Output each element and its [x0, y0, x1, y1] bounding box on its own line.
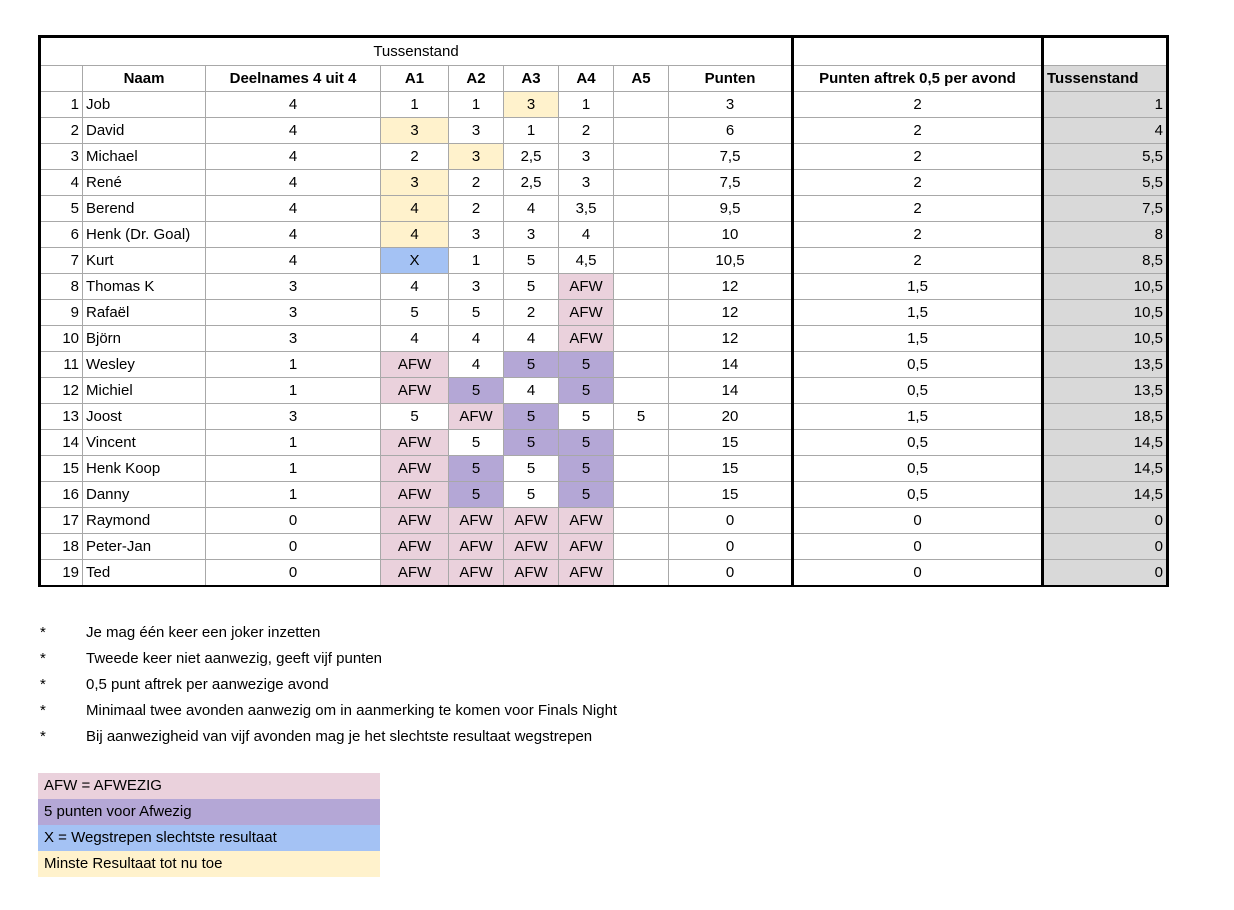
- cell-a3: 5: [504, 352, 559, 378]
- cell-a4: 2: [559, 118, 614, 144]
- cell-rank: 1: [40, 92, 83, 118]
- cell-punten: 7,5: [669, 144, 793, 170]
- cell-aftrek: 2: [793, 118, 1043, 144]
- cell-deelnames: 4: [206, 170, 381, 196]
- cell-a5: [614, 378, 669, 404]
- empty-title-cell: [1043, 37, 1168, 66]
- cell-naam: David: [83, 118, 206, 144]
- cell-rank: 6: [40, 222, 83, 248]
- table-row: [40, 430, 1168, 456]
- cell-punten: 0: [669, 560, 793, 587]
- cell-punten: 0: [669, 534, 793, 560]
- cell-punten: 3: [669, 92, 793, 118]
- cell-a3: 4: [504, 196, 559, 222]
- cell-a1: 4: [381, 326, 449, 352]
- cell-rank: 16: [40, 482, 83, 508]
- cell-rank: 12: [40, 378, 83, 404]
- table-row: [40, 378, 1168, 404]
- cell-deelnames: 3: [206, 300, 381, 326]
- color-legend: [38, 773, 380, 877]
- cell-tussenstand: 0: [1043, 534, 1168, 560]
- table-row: [40, 170, 1168, 196]
- cell-a3: 2,5: [504, 170, 559, 196]
- cell-a4: 4,5: [559, 248, 614, 274]
- legend-five-points: 5 punten voor Afwezig: [38, 799, 380, 825]
- cell-a2: 5: [449, 482, 504, 508]
- cell-a1: 5: [381, 300, 449, 326]
- rules-notes: [40, 620, 617, 750]
- cell-tussenstand: 8,5: [1043, 248, 1168, 274]
- cell-a3: 5: [504, 274, 559, 300]
- cell-a3: 4: [504, 326, 559, 352]
- table-title: Tussenstand: [40, 37, 793, 66]
- cell-deelnames: 0: [206, 534, 381, 560]
- cell-naam: Ted: [83, 560, 206, 587]
- cell-a1: AFW: [381, 456, 449, 482]
- table-row: [40, 404, 1168, 430]
- cell-naam: Vincent: [83, 430, 206, 456]
- header-naam: Naam: [83, 66, 206, 92]
- cell-a4: AFW: [559, 300, 614, 326]
- table-row: [40, 560, 1168, 587]
- cell-a4: 5: [559, 378, 614, 404]
- cell-a5: [614, 300, 669, 326]
- cell-rank: 8: [40, 274, 83, 300]
- cell-a1: 4: [381, 196, 449, 222]
- note-item: [40, 646, 617, 672]
- cell-a4: AFW: [559, 560, 614, 587]
- cell-a3: 4: [504, 378, 559, 404]
- cell-deelnames: 3: [206, 404, 381, 430]
- cell-rank: 3: [40, 144, 83, 170]
- cell-aftrek: 2: [793, 222, 1043, 248]
- cell-a1: AFW: [381, 534, 449, 560]
- cell-tussenstand: 5,5: [1043, 144, 1168, 170]
- cell-a1: AFW: [381, 378, 449, 404]
- cell-naam: Henk Koop: [83, 456, 206, 482]
- cell-punten: 20: [669, 404, 793, 430]
- cell-a5: [614, 222, 669, 248]
- cell-a2: 2: [449, 170, 504, 196]
- cell-aftrek: 2: [793, 144, 1043, 170]
- note-item: [40, 698, 617, 724]
- note-text: Minimaal twee avonden aanwezig om in aanmerking te komen voor Finals Night: [86, 702, 618, 719]
- cell-a4: AFW: [559, 508, 614, 534]
- cell-a1: 3: [381, 170, 449, 196]
- cell-rank: 10: [40, 326, 83, 352]
- note-item: [40, 672, 617, 698]
- cell-naam: René: [83, 170, 206, 196]
- cell-aftrek: 0,5: [793, 430, 1043, 456]
- cell-deelnames: 4: [206, 248, 381, 274]
- cell-a4: 3: [559, 144, 614, 170]
- note-text: Je mag één keer een joker inzetten: [86, 624, 321, 641]
- bullet-star: *: [40, 650, 46, 667]
- cell-a3: 3: [504, 222, 559, 248]
- cell-deelnames: 1: [206, 352, 381, 378]
- bullet-star: *: [40, 702, 46, 719]
- cell-tussenstand: 18,5: [1043, 404, 1168, 430]
- cell-punten: 15: [669, 456, 793, 482]
- cell-a1: 2: [381, 144, 449, 170]
- cell-deelnames: 1: [206, 430, 381, 456]
- cell-tussenstand: 13,5: [1043, 378, 1168, 404]
- cell-tussenstand: 4: [1043, 118, 1168, 144]
- cell-a2: 2: [449, 196, 504, 222]
- cell-a5: [614, 482, 669, 508]
- note-text: Bij aanwezigheid van vijf avonden mag je het slechtste resultaat wegstrepen: [86, 728, 593, 745]
- cell-a2: 3: [449, 274, 504, 300]
- table-row: [40, 534, 1168, 560]
- cell-punten: 0: [669, 508, 793, 534]
- cell-a5: [614, 534, 669, 560]
- header-a3: A3: [504, 66, 559, 92]
- cell-tussenstand: 14,5: [1043, 456, 1168, 482]
- note-text: Tweede keer niet aanwezig, geeft vijf punten: [86, 650, 383, 667]
- cell-tussenstand: 0: [1043, 560, 1168, 587]
- cell-a5: [614, 560, 669, 587]
- cell-a2: AFW: [449, 560, 504, 587]
- cell-a1: 1: [381, 92, 449, 118]
- header-row: [40, 66, 1168, 92]
- cell-a3: AFW: [504, 534, 559, 560]
- cell-a4: 5: [559, 352, 614, 378]
- cell-a4: 4: [559, 222, 614, 248]
- cell-rank: 4: [40, 170, 83, 196]
- cell-rank: 18: [40, 534, 83, 560]
- cell-rank: 19: [40, 560, 83, 587]
- cell-deelnames: 0: [206, 508, 381, 534]
- header-a5: A5: [614, 66, 669, 92]
- cell-naam: Rafaël: [83, 300, 206, 326]
- cell-aftrek: 0,5: [793, 352, 1043, 378]
- cell-a2: 3: [449, 118, 504, 144]
- table-row: [40, 118, 1168, 144]
- header-a1: A1: [381, 66, 449, 92]
- cell-deelnames: 3: [206, 274, 381, 300]
- cell-a4: 5: [559, 430, 614, 456]
- cell-a4: 3: [559, 170, 614, 196]
- cell-aftrek: 2: [793, 248, 1043, 274]
- cell-a2: AFW: [449, 534, 504, 560]
- cell-a1: X: [381, 248, 449, 274]
- cell-a1: AFW: [381, 508, 449, 534]
- cell-a3: 2: [504, 300, 559, 326]
- cell-a1: 4: [381, 274, 449, 300]
- cell-a1: 5: [381, 404, 449, 430]
- table-row: [40, 248, 1168, 274]
- cell-a5: [614, 430, 669, 456]
- cell-naam: Thomas K: [83, 274, 206, 300]
- cell-naam: Björn: [83, 326, 206, 352]
- cell-a3: 3: [504, 92, 559, 118]
- cell-a1: AFW: [381, 560, 449, 587]
- cell-a3: 5: [504, 482, 559, 508]
- title-row: [40, 37, 1168, 66]
- cell-a3: 5: [504, 404, 559, 430]
- cell-aftrek: 2: [793, 170, 1043, 196]
- cell-a3: 5: [504, 248, 559, 274]
- cell-tussenstand: 14,5: [1043, 482, 1168, 508]
- cell-rank: 13: [40, 404, 83, 430]
- cell-a2: 1: [449, 92, 504, 118]
- cell-aftrek: 1,5: [793, 300, 1043, 326]
- table-row: [40, 300, 1168, 326]
- cell-punten: 12: [669, 326, 793, 352]
- cell-aftrek: 1,5: [793, 274, 1043, 300]
- cell-a3: AFW: [504, 560, 559, 587]
- cell-aftrek: 0,5: [793, 378, 1043, 404]
- cell-punten: 14: [669, 352, 793, 378]
- cell-a3: 5: [504, 430, 559, 456]
- cell-aftrek: 0: [793, 534, 1043, 560]
- cell-naam: Raymond: [83, 508, 206, 534]
- cell-a5: [614, 248, 669, 274]
- cell-rank: 2: [40, 118, 83, 144]
- cell-a2: 5: [449, 430, 504, 456]
- cell-naam: Wesley: [83, 352, 206, 378]
- cell-a4: AFW: [559, 274, 614, 300]
- cell-punten: 7,5: [669, 170, 793, 196]
- cell-rank: 9: [40, 300, 83, 326]
- cell-deelnames: 4: [206, 196, 381, 222]
- bullet-star: *: [40, 676, 46, 693]
- cell-naam: Michiel: [83, 378, 206, 404]
- note-text: 0,5 punt aftrek per aanwezige avond: [86, 676, 329, 693]
- cell-a4: AFW: [559, 534, 614, 560]
- cell-rank: 11: [40, 352, 83, 378]
- header-a4: A4: [559, 66, 614, 92]
- cell-a5: [614, 274, 669, 300]
- cell-punten: 9,5: [669, 196, 793, 222]
- bullet-star: *: [40, 728, 46, 745]
- cell-deelnames: 4: [206, 222, 381, 248]
- cell-a2: 5: [449, 300, 504, 326]
- cell-deelnames: 4: [206, 144, 381, 170]
- cell-a4: 5: [559, 404, 614, 430]
- table-row: [40, 144, 1168, 170]
- cell-a2: 1: [449, 248, 504, 274]
- cell-tussenstand: 13,5: [1043, 352, 1168, 378]
- cell-a1: 3: [381, 118, 449, 144]
- cell-punten: 12: [669, 300, 793, 326]
- cell-a5: [614, 118, 669, 144]
- standings-table: [38, 35, 1169, 587]
- cell-rank: 14: [40, 430, 83, 456]
- table-row: [40, 326, 1168, 352]
- cell-a1: 4: [381, 222, 449, 248]
- table-row: [40, 274, 1168, 300]
- cell-a4: 1: [559, 92, 614, 118]
- table-row: [40, 456, 1168, 482]
- cell-a5: [614, 352, 669, 378]
- cell-aftrek: 1,5: [793, 404, 1043, 430]
- cell-a1: AFW: [381, 352, 449, 378]
- cell-deelnames: 1: [206, 482, 381, 508]
- table-row: [40, 92, 1168, 118]
- cell-a4: 5: [559, 456, 614, 482]
- cell-punten: 10: [669, 222, 793, 248]
- cell-punten: 15: [669, 482, 793, 508]
- cell-a2: AFW: [449, 508, 504, 534]
- cell-aftrek: 0: [793, 560, 1043, 587]
- cell-a5: [614, 170, 669, 196]
- cell-tussenstand: 5,5: [1043, 170, 1168, 196]
- header-deelnames: Deelnames 4 uit 4: [206, 66, 381, 92]
- cell-naam: Berend: [83, 196, 206, 222]
- cell-naam: Danny: [83, 482, 206, 508]
- cell-deelnames: 3: [206, 326, 381, 352]
- cell-naam: Job: [83, 92, 206, 118]
- cell-a2: 3: [449, 222, 504, 248]
- cell-aftrek: 0,5: [793, 482, 1043, 508]
- header-tussenstand: Tussenstand: [1043, 66, 1168, 92]
- cell-a5: [614, 196, 669, 222]
- cell-aftrek: 0,5: [793, 456, 1043, 482]
- cell-rank: 7: [40, 248, 83, 274]
- cell-punten: 14: [669, 378, 793, 404]
- cell-tussenstand: 0: [1043, 508, 1168, 534]
- header-punten: Punten: [669, 66, 793, 92]
- cell-a2: 4: [449, 326, 504, 352]
- cell-a5: [614, 144, 669, 170]
- cell-a2: 5: [449, 456, 504, 482]
- cell-naam: Henk (Dr. Goal): [83, 222, 206, 248]
- legend-afw: AFW = AFWEZIG: [38, 773, 380, 799]
- cell-a4: AFW: [559, 326, 614, 352]
- cell-naam: Joost: [83, 404, 206, 430]
- cell-punten: 10,5: [669, 248, 793, 274]
- legend-x-strike: X = Wegstrepen slechtste resultaat: [38, 825, 380, 851]
- cell-tussenstand: 7,5: [1043, 196, 1168, 222]
- cell-a3: 5: [504, 456, 559, 482]
- cell-deelnames: 0: [206, 560, 381, 587]
- cell-a5: [614, 92, 669, 118]
- table-row: [40, 508, 1168, 534]
- cell-aftrek: 2: [793, 196, 1043, 222]
- cell-a1: AFW: [381, 430, 449, 456]
- cell-a5: [614, 326, 669, 352]
- header-a2: A2: [449, 66, 504, 92]
- note-item: [40, 724, 617, 750]
- cell-tussenstand: 10,5: [1043, 300, 1168, 326]
- cell-tussenstand: 1: [1043, 92, 1168, 118]
- cell-rank: 15: [40, 456, 83, 482]
- bullet-star: *: [40, 624, 46, 641]
- cell-a5: [614, 456, 669, 482]
- cell-tussenstand: 14,5: [1043, 430, 1168, 456]
- cell-tussenstand: 8: [1043, 222, 1168, 248]
- cell-a1: AFW: [381, 482, 449, 508]
- cell-deelnames: 1: [206, 456, 381, 482]
- header-aftrek: Punten aftrek 0,5 per avond: [793, 66, 1043, 92]
- cell-punten: 15: [669, 430, 793, 456]
- cell-deelnames: 4: [206, 92, 381, 118]
- cell-a2: AFW: [449, 404, 504, 430]
- cell-punten: 12: [669, 274, 793, 300]
- cell-punten: 6: [669, 118, 793, 144]
- cell-a4: 3,5: [559, 196, 614, 222]
- cell-tussenstand: 10,5: [1043, 274, 1168, 300]
- cell-a2: 5: [449, 378, 504, 404]
- cell-tussenstand: 10,5: [1043, 326, 1168, 352]
- cell-aftrek: 1,5: [793, 326, 1043, 352]
- cell-naam: Peter-Jan: [83, 534, 206, 560]
- cell-a2: 3: [449, 144, 504, 170]
- cell-rank: 5: [40, 196, 83, 222]
- table-row: [40, 352, 1168, 378]
- cell-a3: 1: [504, 118, 559, 144]
- cell-deelnames: 4: [206, 118, 381, 144]
- cell-aftrek: 2: [793, 92, 1043, 118]
- cell-a5: 5: [614, 404, 669, 430]
- empty-title-cell: [793, 37, 1043, 66]
- cell-aftrek: 0: [793, 508, 1043, 534]
- table-row: [40, 222, 1168, 248]
- cell-naam: Michael: [83, 144, 206, 170]
- cell-deelnames: 1: [206, 378, 381, 404]
- header-index: [40, 66, 83, 92]
- cell-a5: [614, 508, 669, 534]
- cell-rank: 17: [40, 508, 83, 534]
- note-item: [40, 620, 617, 646]
- table-row: [40, 482, 1168, 508]
- cell-a3: 2,5: [504, 144, 559, 170]
- cell-a4: 5: [559, 482, 614, 508]
- cell-naam: Kurt: [83, 248, 206, 274]
- table-row: [40, 196, 1168, 222]
- cell-a3: AFW: [504, 508, 559, 534]
- cell-a2: 4: [449, 352, 504, 378]
- legend-minste: Minste Resultaat tot nu toe: [38, 851, 380, 877]
